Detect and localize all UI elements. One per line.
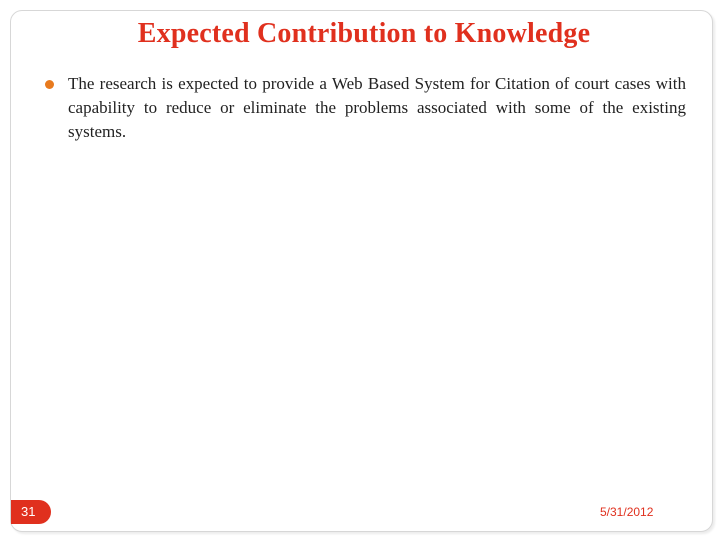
- slide-title: Expected Contribution to Knowledge: [137, 18, 591, 49]
- page-number-badge: 31: [11, 500, 51, 524]
- bullet-list: [44, 72, 686, 144]
- footer-date: 5/31/2012: [600, 505, 654, 519]
- bullet-text: The research is expected to provide a Web Based System for Citation of court cases with capability to reduce or eliminate the problems associated with some of the existing systems.: [68, 74, 686, 141]
- list-item: [44, 72, 686, 144]
- bullet-icon: [45, 80, 54, 89]
